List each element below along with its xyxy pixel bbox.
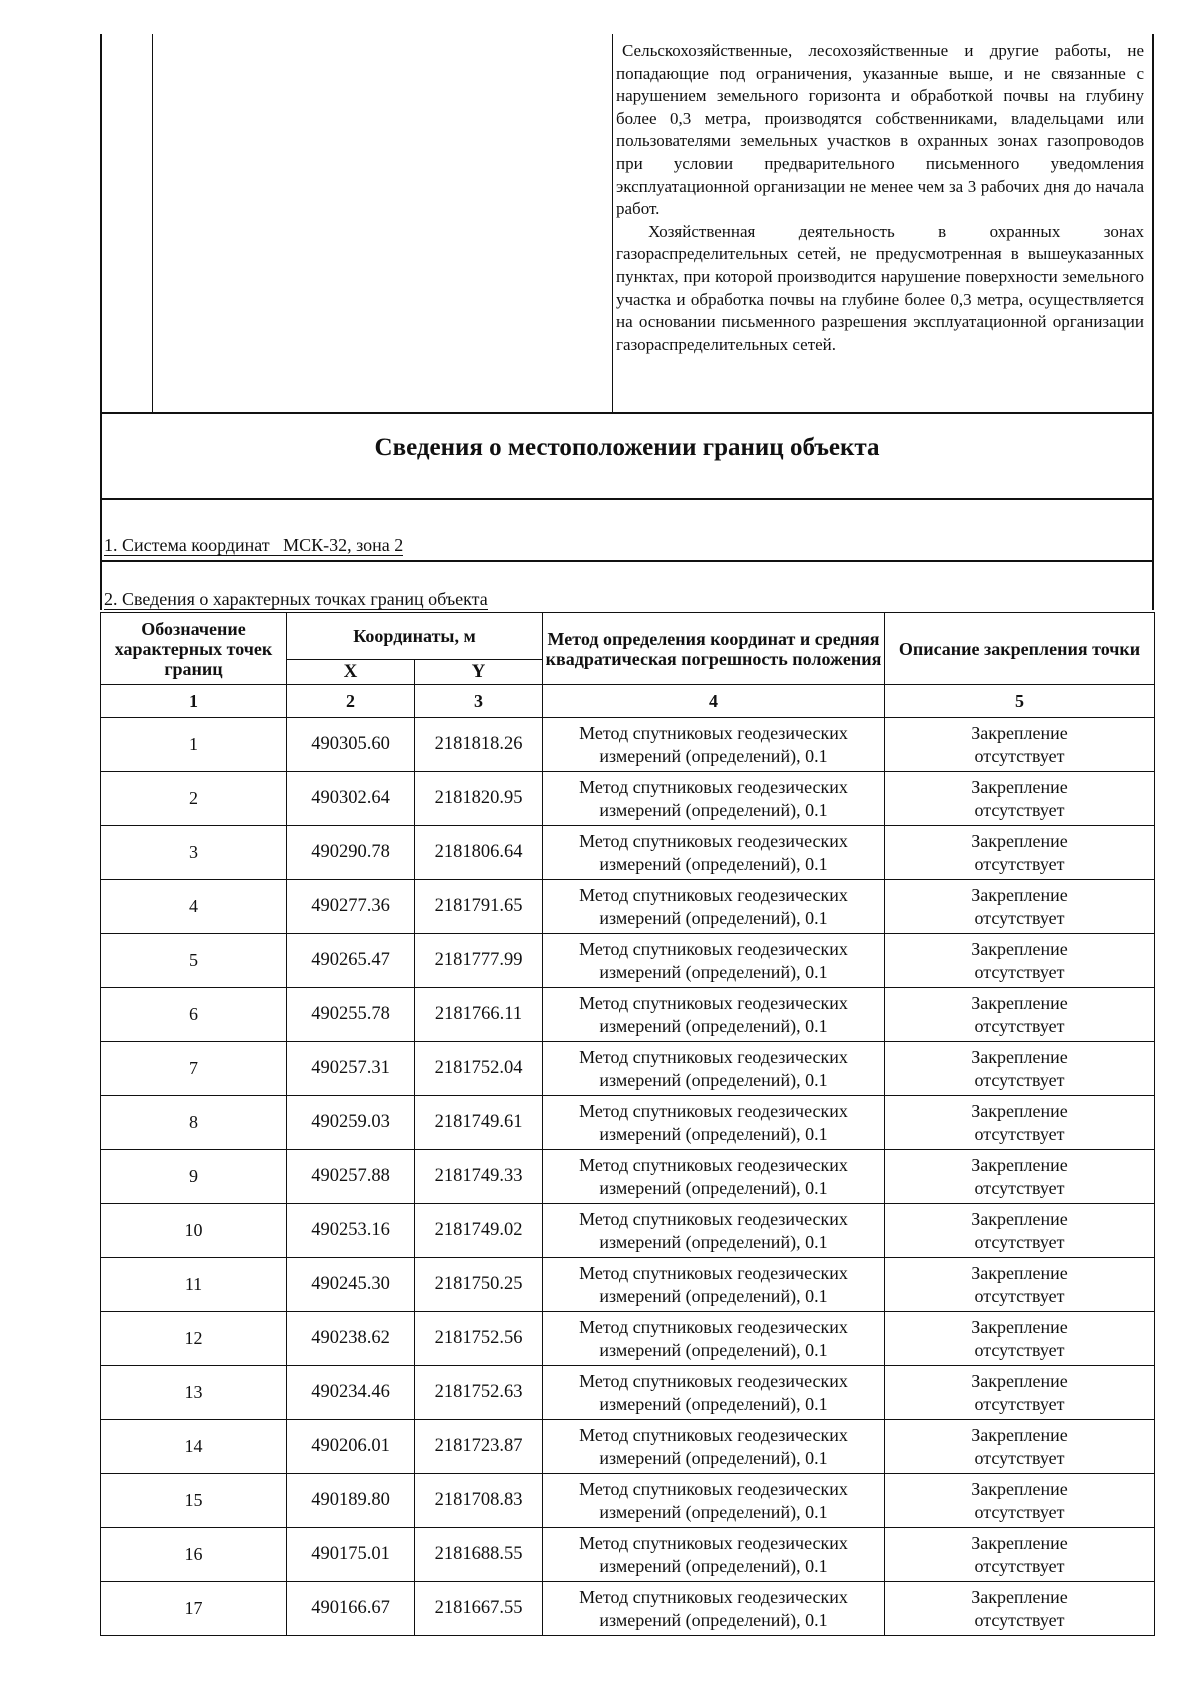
method-line: Метод спутниковых геодезических — [579, 1154, 848, 1175]
point-y: 2181667.55 — [415, 1582, 543, 1636]
column-number: 2 — [287, 685, 415, 718]
point-x: 490166.67 — [287, 1582, 415, 1636]
description-line: Закрепление — [971, 1424, 1068, 1445]
table-header-row — [101, 613, 1155, 660]
restrictions-paragraph: Хозяйственная деятельность в охранных зонах газораспределительных сетей, не предусмотренная в вышеуказанных пунктах, при которой производится нарушение поверхности земельного участка и обработка почвы на глубине более 0,3 метра, осуществляется на основании письменного разрешения эксплуатационной организации газораспределительных сетей. — [616, 221, 1144, 354]
point-description — [885, 934, 1155, 988]
coord-system-value: МСК-32, зона 2 — [283, 535, 404, 555]
point-description — [885, 1420, 1155, 1474]
method-line: измерений (определений), 0.1 — [599, 1447, 828, 1468]
point-method — [543, 880, 885, 934]
point-x: 490255.78 — [287, 988, 415, 1042]
point-x: 490257.31 — [287, 1042, 415, 1096]
point-method — [543, 1204, 885, 1258]
description-line: Закрепление — [971, 1262, 1068, 1283]
column-divider — [612, 34, 613, 412]
description-line: отсутствует — [974, 961, 1065, 982]
point-y: 2181752.63 — [415, 1366, 543, 1420]
point-x: 490305.60 — [287, 718, 415, 772]
description-line: отсутствует — [974, 1339, 1065, 1360]
method-line: измерений (определений), 0.1 — [599, 1177, 828, 1198]
heading-block — [100, 414, 1154, 500]
method-line: Метод спутниковых геодезических — [579, 992, 848, 1013]
table-row — [101, 1366, 1155, 1420]
point-description — [885, 1366, 1155, 1420]
method-line: Метод спутниковых геодезических — [579, 1100, 848, 1121]
method-line: Метод спутниковых геодезических — [579, 722, 848, 743]
point-x: 490245.30 — [287, 1258, 415, 1312]
description-line: Закрепление — [971, 1316, 1068, 1337]
point-y: 2181749.02 — [415, 1204, 543, 1258]
description-line: отсутствует — [974, 1015, 1065, 1036]
table-row — [101, 1150, 1155, 1204]
header-coordinates: Координаты, м — [287, 613, 543, 660]
point-y: 2181752.56 — [415, 1312, 543, 1366]
header-description: Описание закрепления точки — [885, 613, 1155, 685]
coord-system-line — [104, 535, 403, 556]
point-method — [543, 1258, 885, 1312]
description-line: отсутствует — [974, 1447, 1065, 1468]
point-method — [543, 1582, 885, 1636]
point-method — [543, 988, 885, 1042]
description-line: отсутствует — [974, 1123, 1065, 1144]
method-line: измерений (определений), 0.1 — [599, 907, 828, 928]
point-description — [885, 1258, 1155, 1312]
description-line: отсутствует — [974, 745, 1065, 766]
description-line: Закрепление — [971, 884, 1068, 905]
table-row — [101, 880, 1155, 934]
point-description — [885, 772, 1155, 826]
column-number: 1 — [101, 685, 287, 718]
point-number: 12 — [101, 1312, 287, 1366]
description-line: Закрепление — [971, 1208, 1068, 1229]
point-number: 13 — [101, 1366, 287, 1420]
method-line: измерений (определений), 0.1 — [599, 1339, 828, 1360]
method-line: Метод спутниковых геодезических — [579, 1262, 848, 1283]
point-number: 9 — [101, 1150, 287, 1204]
point-y: 2181818.26 — [415, 718, 543, 772]
point-y: 2181750.25 — [415, 1258, 543, 1312]
point-number: 10 — [101, 1204, 287, 1258]
method-line: Метод спутниковых геодезических — [579, 1370, 848, 1391]
description-line: Закрепление — [971, 938, 1068, 959]
restrictions-text — [616, 40, 1144, 356]
point-description — [885, 1474, 1155, 1528]
point-x: 490175.01 — [287, 1528, 415, 1582]
point-y: 2181820.95 — [415, 772, 543, 826]
column-number: 4 — [543, 685, 885, 718]
point-number: 2 — [101, 772, 287, 826]
point-description — [885, 1312, 1155, 1366]
table-row — [101, 1096, 1155, 1150]
method-line: Метод спутниковых геодезических — [579, 1586, 848, 1607]
method-line: Метод спутниковых геодезических — [579, 776, 848, 797]
method-line: Метод спутниковых геодезических — [579, 1532, 848, 1553]
point-description — [885, 988, 1155, 1042]
table-row — [101, 772, 1155, 826]
method-line: измерений (определений), 0.1 — [599, 799, 828, 820]
point-number: 6 — [101, 988, 287, 1042]
boundary-points-table — [100, 612, 1155, 1636]
description-line: отсутствует — [974, 1285, 1065, 1306]
point-method — [543, 1420, 885, 1474]
point-number: 11 — [101, 1258, 287, 1312]
description-line: Закрепление — [971, 1046, 1068, 1067]
table-row — [101, 1420, 1155, 1474]
method-line: измерений (определений), 0.1 — [599, 1231, 828, 1252]
point-x: 490238.62 — [287, 1312, 415, 1366]
table-row — [101, 1582, 1155, 1636]
point-description — [885, 1582, 1155, 1636]
description-line: Закрепление — [971, 1586, 1068, 1607]
method-line: измерений (определений), 0.1 — [599, 1123, 828, 1144]
point-method — [543, 826, 885, 880]
header-y: Y — [415, 660, 543, 685]
point-number: 17 — [101, 1582, 287, 1636]
table-body — [101, 718, 1155, 1636]
description-line: отсутствует — [974, 1393, 1065, 1414]
point-description — [885, 1150, 1155, 1204]
table-row — [101, 1474, 1155, 1528]
point-method — [543, 934, 885, 988]
description-line: отсутствует — [974, 1609, 1065, 1630]
description-line: Закрепление — [971, 1100, 1068, 1121]
point-description — [885, 880, 1155, 934]
method-line: измерений (определений), 0.1 — [599, 745, 828, 766]
column-number: 5 — [885, 685, 1155, 718]
table-row — [101, 718, 1155, 772]
description-line: Закрепление — [971, 830, 1068, 851]
point-method — [543, 1096, 885, 1150]
point-y: 2181688.55 — [415, 1528, 543, 1582]
header-method: Метод определения координат и средняя квадратическая погрешность положения — [543, 613, 885, 685]
description-line: Закрепление — [971, 1532, 1068, 1553]
method-line: измерений (определений), 0.1 — [599, 1501, 828, 1522]
point-description — [885, 1042, 1155, 1096]
point-number: 8 — [101, 1096, 287, 1150]
method-line: измерений (определений), 0.1 — [599, 1555, 828, 1576]
column-number-row — [101, 685, 1155, 718]
method-line: измерений (определений), 0.1 — [599, 961, 828, 982]
method-line: измерений (определений), 0.1 — [599, 1609, 828, 1630]
method-line: измерений (определений), 0.1 — [599, 853, 828, 874]
point-description — [885, 1528, 1155, 1582]
table-row — [101, 1042, 1155, 1096]
table-row — [101, 1258, 1155, 1312]
point-y: 2181752.04 — [415, 1042, 543, 1096]
point-number: 14 — [101, 1420, 287, 1474]
points-title-block — [100, 562, 1154, 610]
point-y: 2181749.61 — [415, 1096, 543, 1150]
point-method — [543, 1150, 885, 1204]
description-line: отсутствует — [974, 907, 1065, 928]
point-y: 2181723.87 — [415, 1420, 543, 1474]
points-title-line — [104, 589, 488, 610]
description-line: отсутствует — [974, 799, 1065, 820]
method-line: Метод спутниковых геодезических — [579, 1208, 848, 1229]
restrictions-paragraph: Сельскохозяйственные, лесохозяйственные и другие работы, не попадающие под ограничения, указанные выше, и не связанные с нарушением земельного горизонта и обработкой почвы на глубину более 0,3 метра, производятся собственниками, владельцами или пользователями земельных участков в охранных зонах газопроводов при условии предварительного письменного уведомления эксплуатационной организации не менее чем за 3 рабочих дня до начала работ. — [616, 41, 1144, 219]
description-line: отсутствует — [974, 1069, 1065, 1090]
point-x: 490257.88 — [287, 1150, 415, 1204]
method-line: измерений (определений), 0.1 — [599, 1285, 828, 1306]
method-line: измерений (определений), 0.1 — [599, 1069, 828, 1090]
coord-system-label: 1. Система координат — [104, 535, 270, 555]
point-method — [543, 1366, 885, 1420]
description-line: Закрепление — [971, 1478, 1068, 1499]
column-divider — [152, 34, 153, 412]
restrictions-section — [100, 34, 1154, 414]
point-x: 490290.78 — [287, 826, 415, 880]
description-line: Закрепление — [971, 722, 1068, 743]
point-method — [543, 718, 885, 772]
coord-system-block — [100, 500, 1154, 562]
point-number: 15 — [101, 1474, 287, 1528]
point-number: 7 — [101, 1042, 287, 1096]
description-line: Закрепление — [971, 1370, 1068, 1391]
description-line: отсутствует — [974, 1501, 1065, 1522]
table-row — [101, 1528, 1155, 1582]
point-description — [885, 1096, 1155, 1150]
page-title: Сведения о местоположении границ объекта — [374, 434, 880, 461]
point-number: 5 — [101, 934, 287, 988]
point-number: 4 — [101, 880, 287, 934]
point-y: 2181708.83 — [415, 1474, 543, 1528]
description-line: отсутствует — [974, 1231, 1065, 1252]
description-line: Закрепление — [971, 1154, 1068, 1175]
description-line: отсутствует — [974, 853, 1065, 874]
column-number: 3 — [415, 685, 543, 718]
method-line: Метод спутниковых геодезических — [579, 830, 848, 851]
description-line: Закрепление — [971, 776, 1068, 797]
method-line: Метод спутниковых геодезических — [579, 1316, 848, 1337]
point-x: 490259.03 — [287, 1096, 415, 1150]
method-line: Метод спутниковых геодезических — [579, 884, 848, 905]
point-x: 490189.80 — [287, 1474, 415, 1528]
point-number: 1 — [101, 718, 287, 772]
point-method — [543, 1042, 885, 1096]
point-method — [543, 1474, 885, 1528]
point-y: 2181749.33 — [415, 1150, 543, 1204]
point-y: 2181777.99 — [415, 934, 543, 988]
point-y: 2181791.65 — [415, 880, 543, 934]
point-number: 16 — [101, 1528, 287, 1582]
points-title: 2. Сведения о характерных точках границ объекта — [104, 589, 488, 609]
point-method — [543, 1312, 885, 1366]
point-x: 490277.36 — [287, 880, 415, 934]
method-line: Метод спутниковых геодезических — [579, 1478, 848, 1499]
point-x: 490265.47 — [287, 934, 415, 988]
table-row — [101, 826, 1155, 880]
point-y: 2181806.64 — [415, 826, 543, 880]
method-line: измерений (определений), 0.1 — [599, 1393, 828, 1414]
point-description — [885, 1204, 1155, 1258]
table-row — [101, 988, 1155, 1042]
method-line: Метод спутниковых геодезических — [579, 1046, 848, 1067]
table-row — [101, 934, 1155, 988]
method-line: Метод спутниковых геодезических — [579, 1424, 848, 1445]
point-method — [543, 1528, 885, 1582]
point-x: 490206.01 — [287, 1420, 415, 1474]
header-x: X — [287, 660, 415, 685]
point-description — [885, 718, 1155, 772]
method-line: Метод спутниковых геодезических — [579, 938, 848, 959]
point-x: 490253.16 — [287, 1204, 415, 1258]
point-description — [885, 826, 1155, 880]
header-designation: Обозначение характерных точек границ — [101, 613, 287, 685]
point-x: 490234.46 — [287, 1366, 415, 1420]
table-row — [101, 1312, 1155, 1366]
description-line: отсутствует — [974, 1177, 1065, 1198]
point-number: 3 — [101, 826, 287, 880]
point-x: 490302.64 — [287, 772, 415, 826]
point-method — [543, 772, 885, 826]
description-line: отсутствует — [974, 1555, 1065, 1576]
point-y: 2181766.11 — [415, 988, 543, 1042]
description-line: Закрепление — [971, 992, 1068, 1013]
table-row — [101, 1204, 1155, 1258]
method-line: измерений (определений), 0.1 — [599, 1015, 828, 1036]
